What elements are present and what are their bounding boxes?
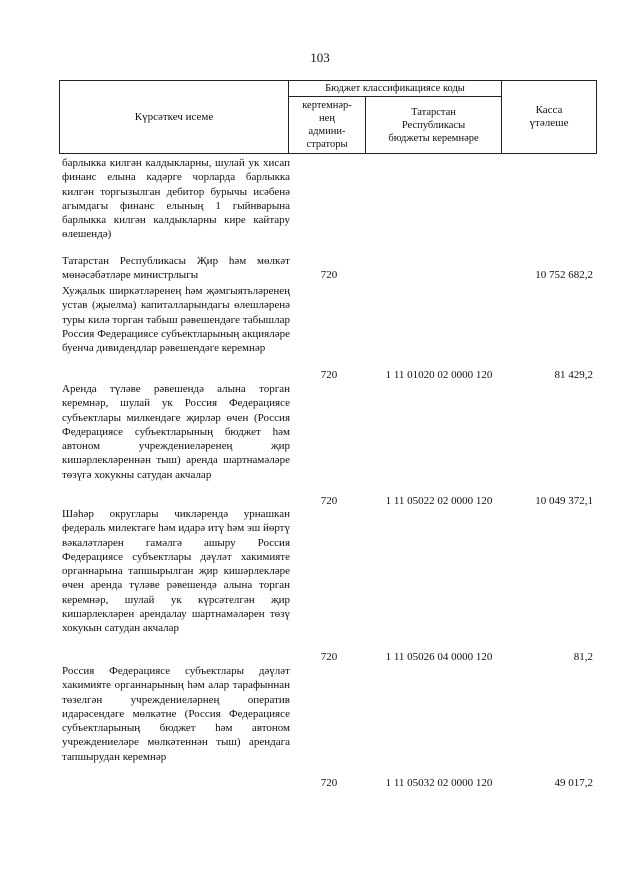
row-revenue-code: 1 11 05022 02 0000 120 [385, 495, 493, 507]
row-administrator-code: 720 [320, 651, 338, 663]
row-revenue-code: 1 11 05032 02 0000 120 [385, 777, 493, 789]
table-header [59, 80, 597, 154]
row-indicator-name: Россия Федерациясе субъектлары дәүләт хакимияте органнарының һәм алар тарафыннан төзелгән учреждениеләрнең оператив идарәсендәге мөлкәтне (Россия Федерациясе субъектларының бюджет һәм автоном учреждениеләре мөлкәтеннән тыш) арендага тапшырудан керемнәр [62, 665, 290, 763]
row-cash-execution: 81,2 [573, 651, 593, 663]
page-number: 103 [310, 50, 330, 65]
column-header-indicator-name: Күрсәткеч исеме [60, 81, 289, 154]
row-cash-execution: 10 049 372,1 [535, 495, 593, 507]
row-indicator-name: Шәһәр округлары чикләрендә урнашкан федераль милектәге һәм идарә итү һәм эш йөртү вәкаләтләрен гамәлгә ашыру Россия Федерациясе субъектлары дәүләт хакимияте органнарына тапшырылган җир кишәрлекләре өчен аренда түләве рәвешендә алына торган керемнәр, шулай ук күрсәтелгән җир кишәрлекләрен арендалау шартнамәләрен төзү хокукын сатудан акчалар [62, 508, 290, 635]
row-indicator-name: Аренда түләве рәвешендә алына торган керемнәр, шулай ук Россия Федерациясе субъектлары милкендәге җирләр өчен (Россия Федерациясе субъектларының бюджет һәм автоном учреждениеләренең җир кишәрлекләреннән тыш) аренда шартнамәләре төзүгә хокукны сатудан акчалар [62, 383, 290, 481]
row-cash-execution: 81 429,2 [554, 369, 593, 381]
row-indicator-name: Татарстан Республикасы Җир һәм мөлкәт мөнәсәбәтләре министрлыгы [62, 255, 290, 282]
row-administrator-code: 720 [320, 369, 338, 381]
row-administrator-code: 720 [320, 495, 338, 507]
column-header-budget-code-group: Бюджет классификациясе коды [289, 81, 502, 97]
row-administrator-code: 720 [320, 777, 338, 789]
row-revenue-code: 1 11 05026 04 0000 120 [385, 651, 493, 663]
row-revenue-code: 1 11 01020 02 0000 120 [385, 369, 493, 381]
row-indicator-name: барлыкка килгән калдыкларны, шулай ук хисап финанс елына кадәрге чорларда барлыкка килгән торгызылган дебитор бурычы исәбенә агымдагы финанс елының 1 гыйнварына барлыкка килгән калдыкларны кире кайтару өлешендә) [62, 157, 290, 241]
row-cash-execution: 10 752 682,2 [535, 269, 593, 281]
column-header-budget-revenue-code: Татарстан Республикасы бюджеты керемнәре [366, 97, 502, 154]
column-header-cash-execution: Касса үтәлеше [502, 81, 597, 154]
row-cash-execution: 49 017,2 [554, 777, 593, 789]
column-header-revenue-administrator: кертемнәр- нең админи- страторы [289, 97, 366, 154]
row-indicator-name: Хуҗалык ширкәтләренең һәм җәмгыятьләренең устав (җыелма) капиталларындагы өлешләренә туры килә торган табыш рәвешендәге табышлар Россия Федерациясе субъектларының акцияләре буенча дивидендлар рәвешендәге керемнәр [62, 285, 290, 355]
row-administrator-code: 720 [320, 269, 338, 281]
